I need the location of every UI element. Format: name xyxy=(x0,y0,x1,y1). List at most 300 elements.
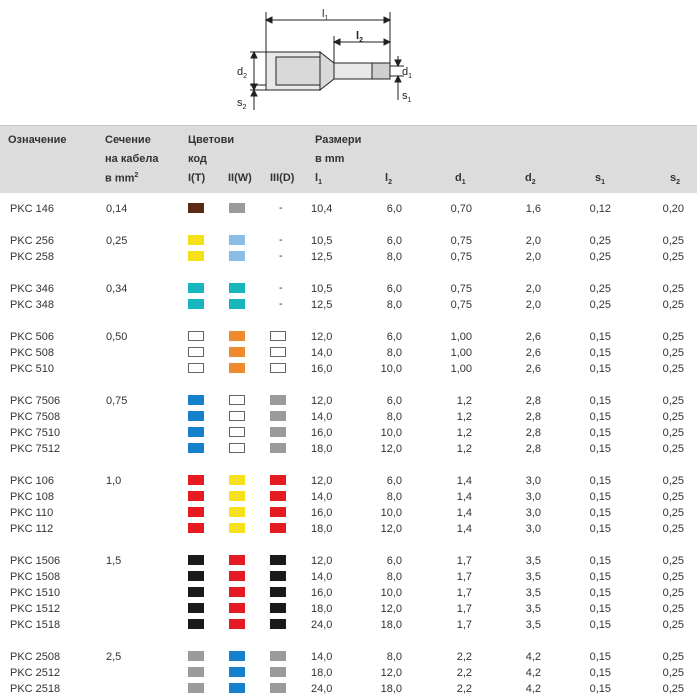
header-dims-line2: в mm xyxy=(315,153,345,165)
colour-swatch-ii xyxy=(229,523,245,533)
dim-s1: 0,15 xyxy=(589,347,611,359)
product-code: PKC 346 xyxy=(10,283,55,295)
dim-l2: 18,0 xyxy=(380,619,402,631)
colour-swatch-i xyxy=(188,331,204,341)
product-code: PKC 2508 xyxy=(10,651,61,663)
colour-swatch-iii xyxy=(270,363,286,373)
dim-d1: 1,00 xyxy=(450,347,472,359)
dim-d2: 2,0 xyxy=(525,235,541,247)
cable-section: 0,50 xyxy=(106,331,128,343)
product-code: PKC 508 xyxy=(10,347,55,359)
table-header xyxy=(0,125,697,193)
header-section-line3: в $mm^2$ xyxy=(105,172,139,185)
colour-swatch-iii xyxy=(270,523,286,533)
dim-l2: 10,0 xyxy=(380,363,402,375)
dim-s2: 0,25 xyxy=(662,363,684,375)
product-code: PKC 108 xyxy=(10,491,55,503)
table-row xyxy=(0,201,697,217)
header-section-line2: на кабела xyxy=(105,153,159,165)
dim-d2: 2,8 xyxy=(525,411,541,423)
table-row xyxy=(0,505,697,521)
dim-l1: 18,0 xyxy=(311,523,333,535)
colour-swatch-iii xyxy=(270,347,286,357)
dim-s1: 0,12 xyxy=(589,203,611,215)
table-row xyxy=(0,425,697,441)
dim-d2: 1,6 xyxy=(525,203,541,215)
cable-section: 0,14 xyxy=(106,203,128,215)
colour-swatch-i xyxy=(188,603,204,613)
no-colour-dash: - xyxy=(279,202,283,214)
header-colour-line1: Цветови xyxy=(188,134,235,146)
dim-s2: 0,25 xyxy=(662,395,684,407)
dim-s2: 0,25 xyxy=(662,523,684,535)
colour-swatch-i xyxy=(188,619,204,629)
product-code: PKC 7512 xyxy=(10,443,61,455)
colour-swatch-i xyxy=(188,235,204,245)
colour-swatch-ii xyxy=(229,395,245,405)
colour-swatch-ii xyxy=(229,427,245,437)
colour-swatch-i xyxy=(188,443,204,453)
table-row xyxy=(0,649,697,665)
header-section-line1: Сечение xyxy=(105,134,151,146)
dim-d1: 1,2 xyxy=(456,427,472,439)
no-colour-dash: - xyxy=(279,298,283,310)
collar-inner xyxy=(276,57,320,85)
table-row xyxy=(0,345,697,361)
dim-l1: 12,0 xyxy=(311,475,333,487)
dim-l1: 12,0 xyxy=(311,395,333,407)
dim-s1: 0,15 xyxy=(589,587,611,599)
product-code: PKC 348 xyxy=(10,299,55,311)
dim-d2: 3,5 xyxy=(525,603,541,615)
table-row xyxy=(0,617,697,633)
dim-s2: 0,25 xyxy=(662,667,684,679)
header-s1: $s_1$ xyxy=(595,172,606,187)
colour-swatch-i xyxy=(188,427,204,437)
header-d2: $d_2$ xyxy=(525,172,536,187)
table-row xyxy=(0,665,697,681)
dim-s1: 0,15 xyxy=(589,507,611,519)
colour-swatch-iii xyxy=(270,491,286,501)
colour-swatch-i xyxy=(188,523,204,533)
colour-swatch-iii xyxy=(270,651,286,661)
dim-l2: 8,0 xyxy=(386,411,402,423)
table-row xyxy=(0,521,697,537)
colour-swatch-iii xyxy=(270,443,286,453)
header-s2: $s_2$ xyxy=(670,172,681,187)
dim-d2: 2,6 xyxy=(525,331,541,343)
dim-l1: 12,0 xyxy=(311,555,333,567)
dim-l2: 12,0 xyxy=(380,667,402,679)
colour-swatch-ii xyxy=(229,363,245,373)
header-colour-line2: код xyxy=(188,153,207,165)
colour-swatch-ii xyxy=(229,667,245,677)
diagram-d2-label: $d_2$ xyxy=(237,66,248,80)
dim-s2: 0,25 xyxy=(662,571,684,583)
product-code: PKC 256 xyxy=(10,235,55,247)
product-code: PKC 258 xyxy=(10,251,55,263)
dim-l1: 12,5 xyxy=(311,299,333,311)
dim-d2: 2,0 xyxy=(525,251,541,263)
dim-l2: 12,0 xyxy=(380,523,402,535)
dim-l1: 16,0 xyxy=(311,427,333,439)
dim-l2: 6,0 xyxy=(386,283,402,295)
colour-swatch-ii xyxy=(229,651,245,661)
dim-s2: 0,25 xyxy=(662,651,684,663)
dim-d2: 3,5 xyxy=(525,571,541,583)
product-code: PKC 112 xyxy=(10,523,54,535)
product-code: PKC 1518 xyxy=(10,619,61,631)
diagram-s1-label: $s_1$ xyxy=(402,90,412,104)
dim-s1: 0,15 xyxy=(589,427,611,439)
colour-swatch-ii xyxy=(229,555,245,565)
colour-swatch-i xyxy=(188,475,204,485)
dim-l1: 16,0 xyxy=(311,587,333,599)
product-code: PKC 1508 xyxy=(10,571,61,583)
dim-s2: 0,25 xyxy=(662,683,684,695)
dim-l2: 6,0 xyxy=(386,395,402,407)
dim-s2: 0,20 xyxy=(662,203,684,215)
diagram-l1-label: $l_1$ xyxy=(322,8,329,22)
header-d1: $d_1$ xyxy=(455,172,466,187)
cable-section: 2,5 xyxy=(106,651,122,663)
colour-swatch-ii xyxy=(229,619,245,629)
dim-d2: 2,6 xyxy=(525,363,541,375)
dim-s2: 0,25 xyxy=(662,251,684,263)
dim-s2: 0,25 xyxy=(662,603,684,615)
colour-swatch-ii xyxy=(229,491,245,501)
product-code: PKC 7506 xyxy=(10,395,61,407)
table-row xyxy=(0,569,697,585)
dim-l2: 10,0 xyxy=(380,587,402,599)
dim-s2: 0,25 xyxy=(662,491,684,503)
colour-swatch-iii xyxy=(270,411,286,421)
dim-s1: 0,15 xyxy=(589,683,611,695)
dim-d1: 2,2 xyxy=(456,667,472,679)
cable-section: 0,75 xyxy=(106,395,128,407)
dim-l2: 12,0 xyxy=(380,443,402,455)
dim-d2: 4,2 xyxy=(525,651,541,663)
dim-l2: 18,0 xyxy=(380,683,402,695)
dim-d1: 1,7 xyxy=(456,555,472,567)
colour-swatch-i xyxy=(188,347,204,357)
dim-l2: 10,0 xyxy=(380,427,402,439)
dim-l1: 10,5 xyxy=(311,235,333,247)
dim-l2: 12,0 xyxy=(380,603,402,615)
dim-s1: 0,25 xyxy=(589,299,611,311)
header-dims-line1: Размери xyxy=(315,134,362,146)
product-code: PKC 106 xyxy=(10,475,55,487)
dim-s1: 0,15 xyxy=(589,571,611,583)
colour-swatch-i xyxy=(188,651,204,661)
dim-s1: 0,15 xyxy=(589,667,611,679)
dim-s1: 0,15 xyxy=(589,331,611,343)
colour-swatch-i xyxy=(188,667,204,677)
table-row xyxy=(0,489,697,505)
dim-d2: 3,0 xyxy=(525,523,541,535)
colour-swatch-ii xyxy=(229,235,245,245)
product-code: PKC 146 xyxy=(10,203,55,215)
dim-s2: 0,25 xyxy=(662,299,684,311)
colour-swatch-ii xyxy=(229,587,245,597)
dim-l1: 18,0 xyxy=(311,603,333,615)
table-row xyxy=(0,585,697,601)
collar-taper xyxy=(320,52,334,90)
dim-l1: 16,0 xyxy=(311,507,333,519)
table-row xyxy=(0,441,697,457)
dim-l2: 10,0 xyxy=(380,507,402,519)
dim-d2: 2,0 xyxy=(525,283,541,295)
dim-l2: 8,0 xyxy=(386,347,402,359)
table-row xyxy=(0,297,697,313)
colour-swatch-ii xyxy=(229,571,245,581)
colour-swatch-iii xyxy=(270,507,286,517)
dim-d1: 1,4 xyxy=(456,523,472,535)
dim-s1: 0,25 xyxy=(589,283,611,295)
dim-s2: 0,25 xyxy=(662,619,684,631)
colour-swatch-iii xyxy=(270,331,286,341)
colour-swatch-iii xyxy=(270,395,286,405)
dim-l2: 8,0 xyxy=(386,491,402,503)
dim-l1: 12,0 xyxy=(311,331,333,343)
dim-l2: 6,0 xyxy=(386,203,402,215)
dim-l1: 16,0 xyxy=(311,363,333,375)
colour-swatch-i xyxy=(188,507,204,517)
dim-s2: 0,25 xyxy=(662,475,684,487)
dim-d1: 0,75 xyxy=(450,299,472,311)
dim-l2: 6,0 xyxy=(386,555,402,567)
colour-swatch-ii xyxy=(229,603,245,613)
dim-d2: 3,0 xyxy=(525,475,541,487)
colour-swatch-i xyxy=(188,683,204,693)
product-code: PKC 110 xyxy=(10,507,54,519)
product-code: PKC 1512 xyxy=(10,603,61,615)
dim-s2: 0,25 xyxy=(662,587,684,599)
header-l2: $l_2$ xyxy=(385,172,392,187)
dim-d2: 3,5 xyxy=(525,555,541,567)
dim-s1: 0,15 xyxy=(589,363,611,375)
dim-d1: 0,70 xyxy=(450,203,472,215)
colour-swatch-ii xyxy=(229,443,245,453)
header-col-ii: II(W) xyxy=(228,172,252,184)
colour-swatch-i xyxy=(188,395,204,405)
header-l1: $l_1$ xyxy=(315,172,322,187)
cable-section: 0,34 xyxy=(106,283,128,295)
dim-s1: 0,15 xyxy=(589,443,611,455)
dim-d2: 2,0 xyxy=(525,299,541,311)
colour-swatch-i xyxy=(188,283,204,293)
dim-s1: 0,15 xyxy=(589,603,611,615)
dim-l1: 24,0 xyxy=(311,683,333,695)
dim-l2: 8,0 xyxy=(386,571,402,583)
colour-swatch-i xyxy=(188,587,204,597)
product-code: PKC 2518 xyxy=(10,683,61,695)
dim-s1: 0,15 xyxy=(589,395,611,407)
colour-swatch-ii xyxy=(229,251,245,261)
dim-d1: 1,7 xyxy=(456,619,472,631)
dim-d1: 1,2 xyxy=(456,411,472,423)
dim-d2: 3,5 xyxy=(525,587,541,599)
dim-d1: 1,7 xyxy=(456,571,472,583)
colour-swatch-i xyxy=(188,491,204,501)
header-col-iii: III(D) xyxy=(270,172,295,184)
product-code: PKC 1510 xyxy=(10,587,61,599)
dim-d2: 3,5 xyxy=(525,619,541,631)
dim-l2: 6,0 xyxy=(386,475,402,487)
dim-s1: 0,15 xyxy=(589,555,611,567)
table-row xyxy=(0,329,697,345)
dim-d1: 1,7 xyxy=(456,603,472,615)
colour-swatch-ii xyxy=(229,683,245,693)
colour-swatch-iii xyxy=(270,571,286,581)
dim-d1: 0,75 xyxy=(450,251,472,263)
dim-s1: 0,15 xyxy=(589,491,611,503)
colour-swatch-iii xyxy=(270,427,286,437)
dim-d2: 3,0 xyxy=(525,491,541,503)
colour-swatch-ii xyxy=(229,283,245,293)
dim-s2: 0,25 xyxy=(662,507,684,519)
dim-s1: 0,15 xyxy=(589,619,611,631)
dim-s2: 0,25 xyxy=(662,347,684,359)
dim-l1: 18,0 xyxy=(311,443,333,455)
colour-swatch-ii xyxy=(229,203,245,213)
dim-l1: 14,0 xyxy=(311,411,333,423)
dim-d2: 2,8 xyxy=(525,395,541,407)
dim-d2: 2,8 xyxy=(525,443,541,455)
colour-swatch-ii xyxy=(229,507,245,517)
diagram-s2-label: $s_2$ xyxy=(237,97,247,111)
dim-s2: 0,25 xyxy=(662,411,684,423)
colour-swatch-i xyxy=(188,203,204,213)
cable-section: 0,25 xyxy=(106,235,128,247)
product-code: PKC 2512 xyxy=(10,667,61,679)
colour-swatch-i xyxy=(188,251,204,261)
table-row xyxy=(0,393,697,409)
table-row xyxy=(0,233,697,249)
dim-d2: 2,8 xyxy=(525,427,541,439)
diagram-d1-label: $d_1$ xyxy=(402,66,413,80)
no-colour-dash: - xyxy=(279,250,283,262)
table-row xyxy=(0,681,697,697)
header-col-i: I(T) xyxy=(188,172,206,184)
dim-s1: 0,15 xyxy=(589,523,611,535)
colour-swatch-i xyxy=(188,555,204,565)
dim-l2: 8,0 xyxy=(386,251,402,263)
dim-d1: 1,2 xyxy=(456,395,472,407)
dim-s2: 0,25 xyxy=(662,235,684,247)
colour-swatch-i xyxy=(188,411,204,421)
dim-s2: 0,25 xyxy=(662,443,684,455)
dim-s1: 0,15 xyxy=(589,475,611,487)
dim-d2: 4,2 xyxy=(525,683,541,695)
dim-s2: 0,25 xyxy=(662,427,684,439)
product-code: PKC 7508 xyxy=(10,411,61,423)
dim-l2: 8,0 xyxy=(386,651,402,663)
dim-d1: 1,7 xyxy=(456,587,472,599)
dim-s1: 0,25 xyxy=(589,251,611,263)
product-code: PKC 510 xyxy=(10,363,55,375)
dim-d2: 2,6 xyxy=(525,347,541,359)
dim-l1: 10,4 xyxy=(311,203,333,215)
table-row xyxy=(0,249,697,265)
colour-swatch-iii xyxy=(270,603,286,613)
dim-d2: 4,2 xyxy=(525,667,541,679)
colour-swatch-ii xyxy=(229,347,245,357)
colour-swatch-iii xyxy=(270,619,286,629)
table-row xyxy=(0,361,697,377)
colour-swatch-i xyxy=(188,571,204,581)
dim-l2: 6,0 xyxy=(386,331,402,343)
dim-l1: 14,0 xyxy=(311,491,333,503)
diagram-l2-label: $l_2$ xyxy=(356,30,363,44)
dim-s1: 0,15 xyxy=(589,411,611,423)
dim-s1: 0,15 xyxy=(589,651,611,663)
dim-d1: 2,2 xyxy=(456,683,472,695)
colour-swatch-ii xyxy=(229,331,245,341)
dim-l1: 14,0 xyxy=(311,571,333,583)
no-colour-dash: - xyxy=(279,234,283,246)
product-code: PKC 7510 xyxy=(10,427,61,439)
dim-l1: 10,5 xyxy=(311,283,333,295)
dim-l1: 14,0 xyxy=(311,651,333,663)
colour-swatch-ii xyxy=(229,475,245,485)
tube-end xyxy=(372,63,390,79)
dim-d1: 0,75 xyxy=(450,235,472,247)
dim-s1: 0,25 xyxy=(589,235,611,247)
dim-d2: 3,0 xyxy=(525,507,541,519)
table-row xyxy=(0,409,697,425)
ferrule-dimension-diagram xyxy=(0,0,697,125)
colour-swatch-i xyxy=(188,299,204,309)
dim-s2: 0,25 xyxy=(662,555,684,567)
dim-l1: 24,0 xyxy=(311,619,333,631)
colour-swatch-iii xyxy=(270,683,286,693)
dim-d1: 1,4 xyxy=(456,475,472,487)
dim-s2: 0,25 xyxy=(662,331,684,343)
dim-l1: 14,0 xyxy=(311,347,333,359)
colour-swatch-iii xyxy=(270,587,286,597)
header-designation: Означение xyxy=(8,134,67,146)
table-row xyxy=(0,473,697,489)
dim-l2: 8,0 xyxy=(386,299,402,311)
cable-section: 1,0 xyxy=(106,475,122,487)
dim-d1: 1,4 xyxy=(456,507,472,519)
table-row xyxy=(0,553,697,569)
dim-l1: 12,5 xyxy=(311,251,333,263)
product-code: PKC 1506 xyxy=(10,555,61,567)
dim-d1: 0,75 xyxy=(450,283,472,295)
colour-swatch-iii xyxy=(270,475,286,485)
dim-l1: 18,0 xyxy=(311,667,333,679)
colour-swatch-iii xyxy=(270,555,286,565)
dim-s2: 0,25 xyxy=(662,283,684,295)
dim-d1: 1,4 xyxy=(456,491,472,503)
dim-l2: 6,0 xyxy=(386,235,402,247)
dim-d1: 1,2 xyxy=(456,443,472,455)
table-row xyxy=(0,281,697,297)
dim-d1: 1,00 xyxy=(450,331,472,343)
colour-swatch-iii xyxy=(270,667,286,677)
colour-swatch-i xyxy=(188,363,204,373)
product-code: PKC 506 xyxy=(10,331,55,343)
dim-d1: 1,00 xyxy=(450,363,472,375)
table-row xyxy=(0,601,697,617)
dim-d1: 2,2 xyxy=(456,651,472,663)
colour-swatch-ii xyxy=(229,299,245,309)
cable-section: 1,5 xyxy=(106,555,122,567)
no-colour-dash: - xyxy=(279,282,283,294)
colour-swatch-ii xyxy=(229,411,245,421)
